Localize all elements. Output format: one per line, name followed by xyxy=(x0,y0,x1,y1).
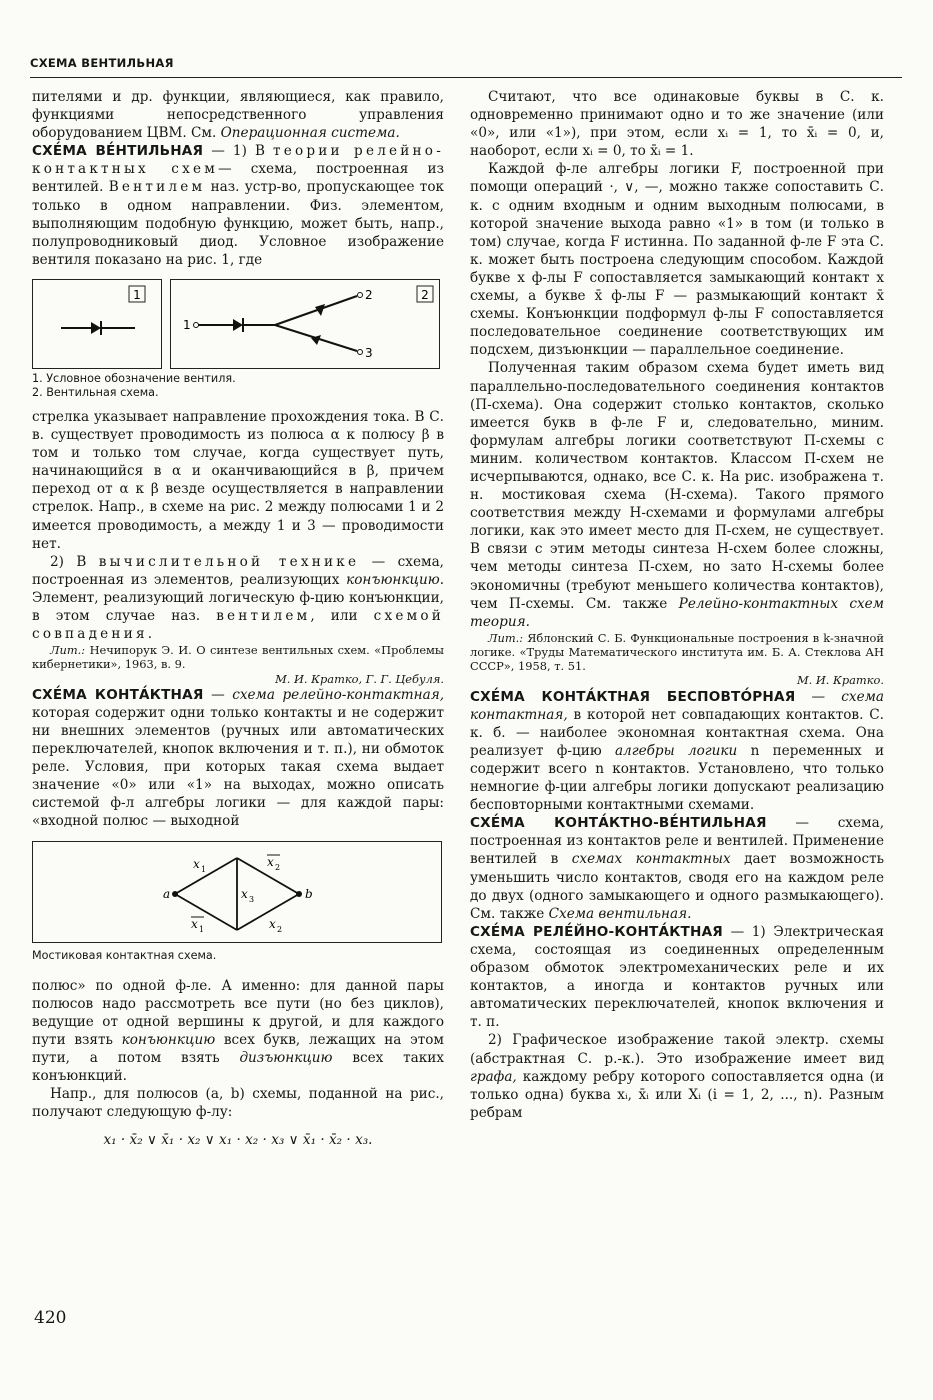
paragraph-after-figure: полюс» по одной ф-ле. А именно: для данной пары полюсов надо рассмотреть все пути (но без циклов), ведущие от одной вершины к другой, и для каждого пути взять конъюнкцию всех букв, лежащих на этом пути, а потом взять дизъюнкцию всех таких конъюнкций. xyxy=(32,977,445,1084)
authors-2: М. И. Кратко. xyxy=(796,673,884,688)
pole-b-label: b xyxy=(305,886,313,901)
paragraph-example: Напр., для полюсов (a, b) схемы, поданной на рис., получают следующую ф-лу: xyxy=(32,1086,444,1121)
cross-ref: Операционная система. xyxy=(220,125,400,142)
authors-1: М. И. Кратко, Г. Г. Цебуля. xyxy=(275,671,444,686)
literature-1: Лит.: Нечипорук Э. И. О синтезе вентильных схем. «Проблемы кибернетики», 1963, в. 9. xyxy=(32,643,444,672)
edge-x1-label: x xyxy=(193,856,200,871)
paragraph-values: Считают, что все одинаковые буквы в С. к. одновременно принимают одно и то же значение (или «0», или «1»), при этом, если xᵢ = 1, то x̄ᵢ = 0, и, наоборот, если xᵢ = 0, то x̄ᵢ = 1. xyxy=(470,89,884,160)
pole-1-label: 1 xyxy=(183,317,191,332)
svg-text:1: 1 xyxy=(199,924,205,934)
figure-2-gate-circuit xyxy=(170,279,440,369)
edge-x1bar-label: x xyxy=(191,916,198,931)
formula: x₁ · x̄₂ ∨ x̄₁ · x₂ ∨ x₁ · x₂ · x₃ ∨ x̄₁ · x̄₂ · x₃. xyxy=(103,1132,373,1149)
svg-text:1: 1 xyxy=(201,864,207,874)
figure-captions: 1. Условное обозначение вентиля. 2. Вентильная схема. xyxy=(32,371,236,399)
figure-bridge-circuit xyxy=(32,841,442,943)
pole-2-label: 2 xyxy=(365,287,373,302)
pole-a-label: a xyxy=(163,886,171,901)
entry-term: СХЕ́МА КОНТА́КТНАЯ xyxy=(32,686,204,703)
right-column xyxy=(470,88,884,1122)
pole-3-label: 3 xyxy=(365,345,373,360)
entry-item-2: 2) В вычислительной технике — схема, построенная из элементов, реализующих конъюнкцию. Элемент, реализующий логическую ф-цию конъюнкции, в этом случае наз. вентилем, или схемой совпадения. xyxy=(32,553,445,643)
entry-skhema-kontaktnaya: СХЕ́МА КОНТА́КТНАЯ — схема релейно-контактная, которая содержит одни только контакты и не содержит ни внешних элементов (ручных или автоматических переключателей, кнопок включения и т. п.), ни обмоток реле. Условия, при которых такая схема выдает значение «0» или «1» на выходах, можно описать системой ф-л алгебры логики — для каждой пары: «входной полюс — выходной xyxy=(32,686,445,830)
paragraph-arrow: стрелка указывает направление прохождения тока. В С. в. существует проводимость из полюса α к полюсу β в том и только том случае, когда существует путь, начинающийся в α и оканчивающийся в β, причем переход от α к β везде осуществляется в направлении стрелок. Напр., в схеме на рис. 2 между полюсами 1 и 2 имеется проводимость, а между 1 и 3 — проводимости нет. xyxy=(32,408,444,552)
entry-skhema-ventilnaya: СХЕ́МА ВЕ́НТИЛЬНАЯ — 1) В теории релейно-контактных схем— схема, построенная из вентилей. Вентилем наз. устр-во, пропускающее ток только в одном направлении. Физ. элементом, выполняющим подобную функцию, может быть, напр., полупроводниковый диод. Условное изображение вентиля показано на рис. 1, где xyxy=(32,143,445,268)
left-column xyxy=(32,88,444,1149)
page-number: 420 xyxy=(34,1308,67,1328)
entry-releyno-kontaktnaya: СХЕ́МА РЕЛЕ́ЙНО-КОНТА́КТНАЯ — 1) Электрическая схема, состоящая из соединенных определенным образом обмоток электромеханических реле и их контактов, а иногда и контактов ручных или автоматических переключателей, кнопок включения и т. п. xyxy=(470,923,885,1031)
edge-x3-label: x xyxy=(241,886,248,901)
entry-releyno-item-2: 2) Графическое изображение такой электр. схемы (абстрактная С. р.-к.). Это изображение имеет вид графа, каждому ребру которого сопоставляется одна (и только одна) буква xᵢ, x̄ᵢ или Xᵢ (i = 1, 2, ..., n). Разным ребрам xyxy=(470,1032,885,1121)
paragraph-formula-mapping: Каждой ф-ле алгебры логики F, построенной при помощи операций ·, ∨, —, можно также сопоставить С. к. с одним входным и одним выходным полюсами, в которой значение выхода равно «1» в том (и только в том) случае, когда F истинна. По заданной ф-ле F эта С. к. может быть построена следующим способом. Каждой букве x ф-лы F сопоставляется замыкающий контакт x схемы, а букве x̄ ф-лы F — размыкающий контакт x̄ схемы. Конъюнкции подформул ф-лы F сопоставляется последовательное соединение соответствующих им подсхем, дизъюнкции — параллельное соединение. xyxy=(470,161,884,359)
entry-term: СХЕ́МА КОНТА́КТНО-ВЕ́НТИЛЬНАЯ xyxy=(470,815,767,832)
paragraph-p-schemes: Полученная таким образом схема будет иметь вид параллельно-последовательного соединения контактов (П-схема). Она содержит столько контактов, сколько имеется букв в ф-ле F и, следовательно, миним. формулам алгебры логики соответствуют П-схемы с миним. количеством контактов. Классом П-схем не исчерпываются, однако, все С. к. На рис. изображена т. н. мостиковая схема (Н-схема). Такого прямого соответствия между Н-схемами и формулами алгебры логики, как это имеет место для П-схем, не существует. В связи с этим методы синтеза Н-схем более сложны, чем методы синтеза П-схем, но зато Н-схемы более экономичны (требуют меньшего количества контактов), чем П-схемы. См. также Релейно-контактных схем теория. xyxy=(470,360,884,630)
entry-term: СХЕ́МА ВЕ́НТИЛЬНАЯ xyxy=(32,143,204,160)
paragraph-continued: пителями и др. функции, являющиеся, как правило, функциями непосредственного управления оборудованием ЦВМ. См. Операционная система. xyxy=(32,89,444,142)
figure-1-number: 1 xyxy=(133,287,141,302)
running-header: СХЕМА ВЕНТИЛЬНАЯ xyxy=(30,56,174,70)
header-rule xyxy=(30,77,902,78)
edge-x2bar-label: x xyxy=(267,854,274,869)
entry-term: СХЕ́МА КОНТА́КТНАЯ БЕСПОВТО́РНАЯ xyxy=(470,688,796,705)
entry-kontaktno-ventilnaya: СХЕ́МА КОНТА́КТНО-ВЕ́НТИЛЬНАЯ — схема, построенная из контактов реле и вентилей. Применение вентилей в схемах контактных дает возможность уменьшить число контактов, сводя его на каждом реле до двух (одного замыкающего и одного размыкающего). См. также Схема вентильная. xyxy=(470,815,885,922)
svg-text:2: 2 xyxy=(277,924,283,934)
literature-2: Лит.: Яблонский С. Б. Функциональные построения в k-значной логике. «Труды Математического института им. Б. А. Стеклова АН СССР», 1958, т. 51. xyxy=(470,630,884,674)
entry-bespovtornaya: СХЕ́МА КОНТА́КТНАЯ БЕСПОВТО́РНАЯ — схема контактная, в которой нет совпадающих контактов. С. к. б. — наиболее экономная контактная схема. Она реализует ф-цию алгебры логики n переменных и содержит всего n контактов. Установлено, что только немногие ф-ции алгебры логики допускают реализацию бесповторными контактными схемами. xyxy=(470,688,885,814)
edge-x2-label: x xyxy=(269,916,276,931)
entry-term: СХЕ́МА РЕЛЕ́ЙНО-КОНТА́КТНАЯ xyxy=(470,923,723,940)
figures-1-2 xyxy=(32,279,444,369)
figure-bridge-caption: Мостиковая контактная схема. xyxy=(32,948,217,962)
figure-2-number: 2 xyxy=(421,287,429,302)
svg-text:3: 3 xyxy=(249,894,255,904)
figure-1-diode-symbol xyxy=(32,279,162,369)
svg-text:2: 2 xyxy=(275,862,281,872)
